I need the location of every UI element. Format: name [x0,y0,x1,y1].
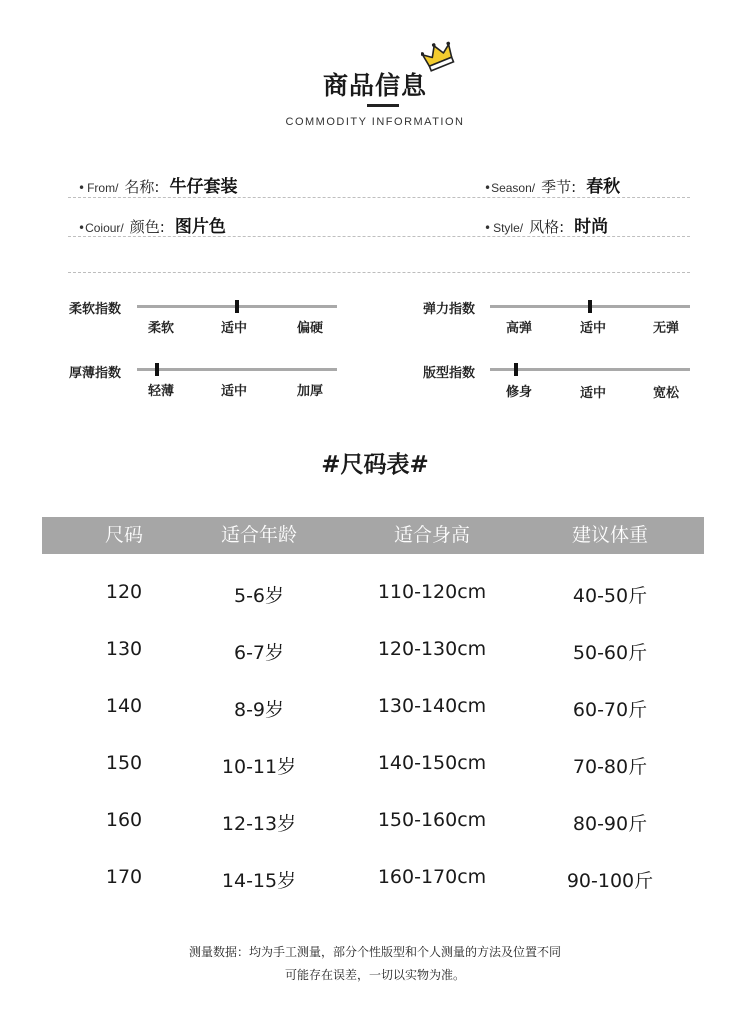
cell-size: 130 [105,638,143,660]
index-tick: 适中 [220,384,248,399]
index-tick: 高弹 [505,321,533,336]
cell-weight: 90-100斤 [566,870,654,892]
info-colour [78,212,226,237]
cell-height: 150-160cm [377,809,487,831]
cell-weight: 60-70斤 [572,699,648,721]
info-style [484,212,609,237]
cell-height: 160-170cm [377,866,487,888]
index-tick: 柔软 [147,321,175,336]
info-colour-value: 图片色 [174,217,226,237]
index-tick: 偏硬 [296,321,324,336]
index-marker-thickness [155,363,159,376]
cell-size: 150 [105,752,143,774]
info-name-en: From/ [87,181,119,195]
cell-height: 120-130cm [377,638,487,660]
bullet-icon: • [484,181,492,195]
info-season-zh: 季节: [541,178,577,196]
info-name [78,172,238,197]
info-row-2 [68,212,690,237]
bullet-icon: • [484,221,492,235]
cell-height: 140-150cm [377,752,487,774]
index-label-softness: 柔软指数 [69,302,122,317]
title-underline [367,104,399,107]
info-colour-zh: 颜色: [129,218,165,236]
index-label-thickness: 厚薄指数 [69,366,122,381]
cell-weight: 40-50斤 [572,585,648,607]
size-table-header [42,517,704,554]
page-subtitle: COMMODITY INFORMATION [285,116,465,128]
index-marker-softness [235,300,239,313]
cell-weight: 50-60斤 [572,642,648,664]
bullet-icon: • [78,221,86,235]
note-line-2: 可能存在误差，一切以实物为准。 [284,968,465,982]
cell-size: 160 [105,809,143,831]
index-track-fit [490,368,690,371]
info-season-en: Season/ [491,181,536,195]
cell-age: 6-7岁 [233,642,285,664]
cell-age: 14-15岁 [221,870,297,892]
index-track-thickness [137,368,337,371]
info-name-value: 牛仔套装 [169,177,238,197]
index-marker-elasticity [588,300,592,313]
info-season [484,172,621,197]
bullet-icon: • [78,181,86,195]
cell-height: 110-120cm [377,581,487,603]
dashed-separator [68,236,690,237]
info-name-zh: 名称: [124,178,160,196]
cell-weight: 70-80斤 [572,756,648,778]
header-age: 适合年龄 [220,524,298,546]
info-season-value: 春秋 [586,177,621,197]
size-chart-title: #尺码表# [321,452,429,478]
cell-size: 120 [105,581,143,603]
index-tick: 适中 [220,321,248,336]
index-tick: 修身 [505,385,533,400]
header-size: 尺码 [104,524,144,546]
dashed-separator [68,197,690,198]
cell-height: 130-140cm [377,695,487,717]
index-tick: 加厚 [296,384,324,399]
index-marker-fit [514,363,518,376]
index-label-fit: 版型指数 [423,366,476,381]
section-divider [68,272,690,273]
index-tick: 适中 [579,321,607,336]
index-tick: 适中 [579,386,607,401]
info-colour-en: Coiour/ [85,221,124,235]
info-row-1 [68,172,690,197]
header-height: 适合身高 [393,524,471,546]
cell-age: 5-6岁 [233,585,285,607]
index-tick: 无弹 [652,321,680,336]
page-title: 商品信息 [322,71,427,100]
index-tick: 轻薄 [147,384,175,399]
cell-age: 10-11岁 [221,756,297,778]
cell-size: 170 [105,866,143,888]
index-tick: 宽松 [652,386,680,401]
info-style-zh: 风格: [529,218,565,236]
cell-weight: 80-90斤 [572,813,648,835]
cell-age: 12-13岁 [221,813,297,835]
cell-age: 8-9岁 [233,699,285,721]
header-weight: 建议体重 [571,524,649,546]
index-label-elasticity: 弹力指数 [423,302,476,317]
cell-size: 140 [105,695,143,717]
info-style-en: Style/ [493,221,524,235]
info-style-value: 时尚 [574,217,609,237]
note-line-1: 测量数据：均为手工测量，部分个性版型和个人测量的方法及位置不同 [188,945,561,959]
